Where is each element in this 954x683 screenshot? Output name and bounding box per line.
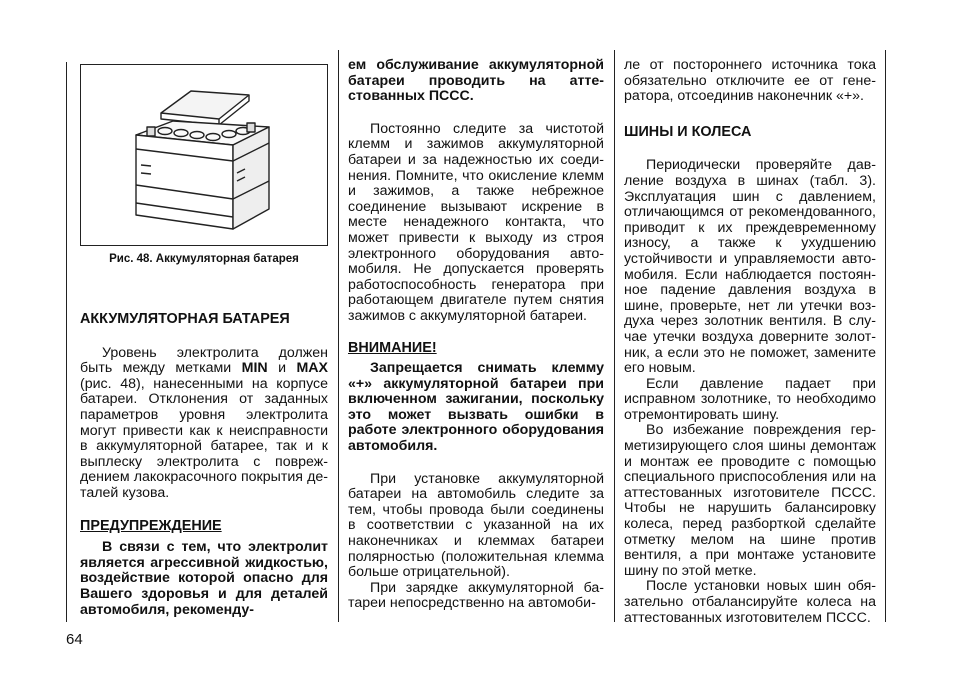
balance-paragraph: После установки новых шин обязательно отбалансируйте колеса на аттестованных изготовителем ПСCC.: [624, 578, 876, 626]
column-left: [80, 312, 328, 618]
column-rule-right: [614, 50, 615, 622]
car-battery-illustration: [81, 65, 327, 245]
battery-paragraph: [80, 346, 328, 502]
figure-caption: Рис. 48. Аккумуляторная батарея: [109, 253, 299, 265]
tires-heading: ШИНЫ И КОЛЕСА: [624, 123, 752, 140]
column-rule-left: [66, 62, 67, 622]
valve-paragraph: Если давление падает при исправном золотнике, то необходимо отремонтировать шину.: [624, 375, 876, 423]
charge-continued: ле от постороннего источника тока обязательно отключите ее от генератора, отсоединив наконечник «+».: [624, 57, 876, 105]
column-right: [624, 58, 876, 626]
column-center: [348, 58, 604, 612]
battery-text-rest: (рис. 48), нанесенными на корпусе батареи. Отклонения от заданных параметров уровня электролита могут привести как к неисправности в аккумуляторной батарее, так и к выплеску электролита с повреждением лакокрасочного покрытия деталей кузова.: [80, 375, 328, 501]
battery-heading: АККУМУЛЯТОРНАЯ БАТАРЕЯ: [80, 311, 290, 327]
cleanliness-paragraph: Постоянно следите за чистотой клемм и зажимов аккумуляторной батареи и за надежностью их соединения. Помните, что окисление клемм и зажимов, а также небрежное соединение вызывают искрение в месте ненадежного контакта, что может привести к выходу из строя электронного оборудования автомобиля. Не допускается проверять работоспособность генератора при работающем двигателе путем снятия зажимов с аккумуляторной батареи.: [348, 120, 604, 324]
install-paragraph: При установке аккумуляторной батареи на автомобиль следите за тем, чтобы провода были соединены в соответствии с указанной на их наконечниках и клеммах батареи полярностью (положительная клемма больше отрицательной).: [348, 470, 604, 581]
max-mark-label: MAX: [296, 360, 328, 377]
warning-text: В связи с тем, что электролит является агрессивной жидкостью, воздействие которой опасно для Вашего здоровья и для деталей автомобиля, рекоменду-: [80, 539, 328, 618]
charge-paragraph: При зарядке аккумуляторной батареи непосредственно на автомоби-: [348, 579, 604, 612]
battery-text-lead: Уровень электролита должен: [102, 344, 328, 361]
sealing-paragraph: Во избежание повреждения герметизирующего слоя шины демонтаж и монтаж ее проводите с помощью специального приспособления или на аттестованных изготовителе ПСCC. Чтобы не нарушить балансировку колеса, перед разборткой сделайте отметку мелом на шине против вентиля, а при монтаже установите шину по этой метке.: [624, 422, 876, 579]
column-rule-center: [338, 50, 339, 622]
warning-heading: [80, 519, 328, 535]
attention-heading-text: ВНИМАНИЕ!: [348, 339, 437, 356]
warning-continued: ем обслуживание аккумуляторной батареи проводить на аттестованных ПСCC.: [348, 57, 604, 105]
battery-text-between: быть между метками: [80, 360, 232, 377]
warning-heading-text: ПРЕДУПРЕЖДЕНИЕ: [80, 517, 222, 534]
page-number: 64: [66, 631, 83, 648]
attention-heading: [348, 341, 604, 357]
min-mark-label: MIN: [241, 360, 268, 377]
pressure-paragraph: Периодически проверяйте давление воздуха в шинах (табл. 3). Эксплуатация шин с давлением, отличающимся от рекомендованного, приводит к их преждевременному износу, а также к ухудшению устойчивости и управляемости автомобиля. Если наблюдается постоянное падение давления воздуха в шине, проверьте, нет ли утечки воздуха через золотник вентиля. В случае утечки воздуха доверните золотник, а если это не поможет, замените его новым.: [624, 157, 876, 377]
battery-figure: [80, 64, 328, 246]
battery-text-and: и: [278, 360, 287, 377]
column-rule-far-right: [885, 50, 886, 622]
attention-text: Запрещается снимать клемму «+» аккумуляторной батареи при включенном зажигании, поскольку это может вызвать ошибки в работе электронного оборудования автомобиля.: [348, 360, 604, 455]
